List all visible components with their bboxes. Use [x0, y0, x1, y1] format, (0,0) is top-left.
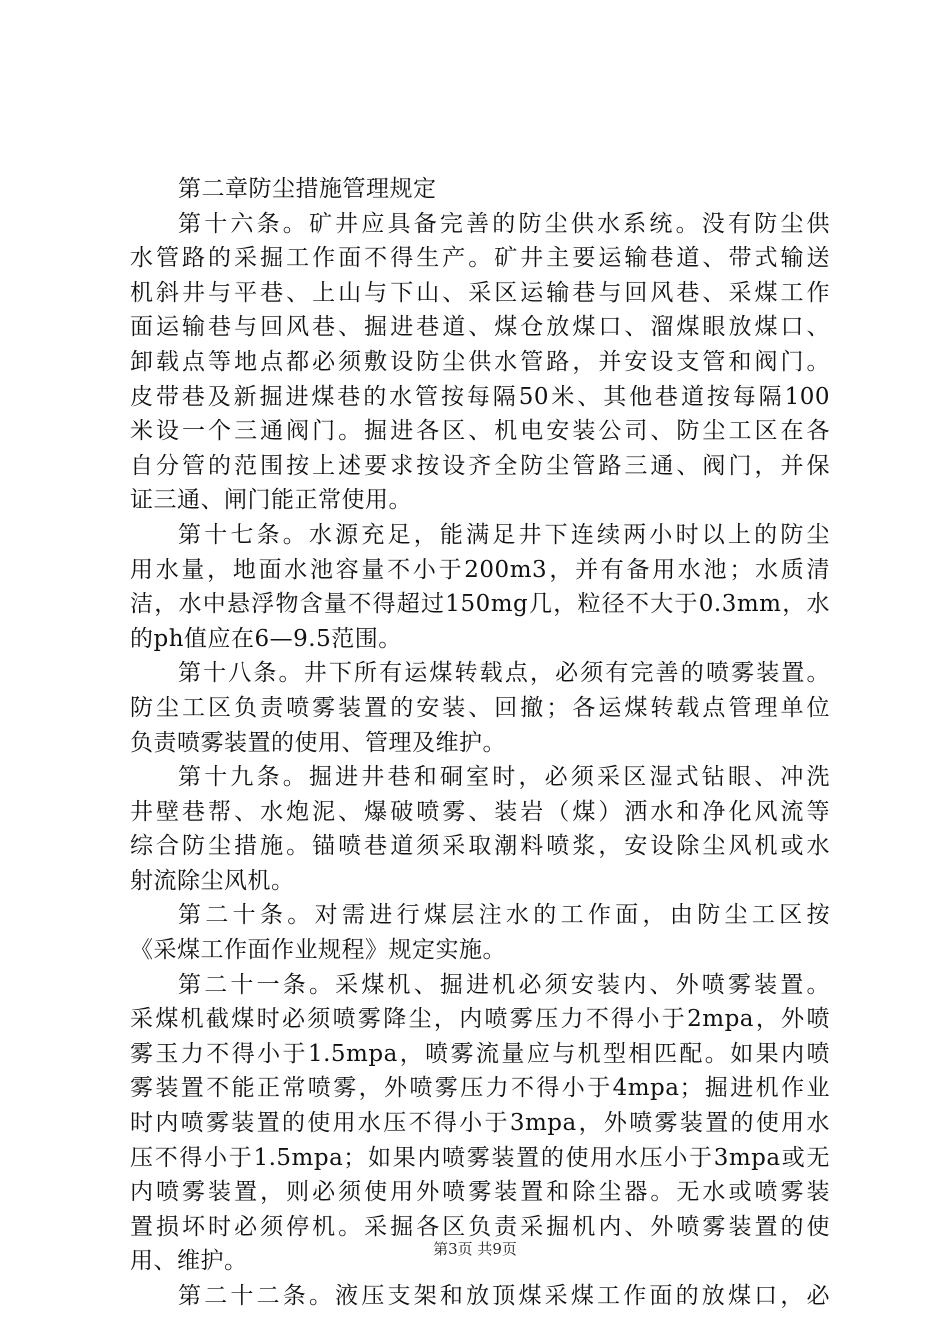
text-line: 自分管的范围按上述要求按设齐全防尘管路三通、阀门，并保 — [130, 452, 830, 479]
text-line: 皮带巷及新掘进煤巷的水管按每隔50米、其他巷道按每隔100 — [130, 383, 830, 410]
text-line: 机斜井与平巷、上山与下山、采区运输巷与回风巷、采煤工作 — [130, 279, 830, 306]
text-line: 米设一个三通阀门。掘进各区、机电安装公司、防尘工区在各 — [130, 418, 830, 445]
text-line: 证三通、闸门能正常使用。 — [130, 487, 412, 514]
text-line: 用水量，地面水池容量不小于200m3，并有备用水池；水质清 — [130, 556, 830, 583]
text-line: 采煤机截煤时必须喷雾降尘，内喷雾压力不得小于2mpa，外喷 — [130, 1006, 830, 1033]
text-line: 综合防尘措施。锚喷巷道须采取潮料喷浆，安设除尘风机或水 — [130, 833, 830, 860]
text-line: 第十七条。水源充足，能满足井下连续两小时以上的防尘 — [178, 521, 830, 548]
text-line: 第二章防尘措施管理规定 — [178, 176, 437, 202]
text-line: 雾装置不能正常喷雾，外喷雾压力不得小于4mpa；掘进机作业 — [130, 1075, 830, 1102]
text-line: 的ph值应在6—9.5范围。 — [130, 625, 402, 652]
text-line: 第二十二条。液压支架和放顶煤采煤工作面的放煤口，必 — [178, 1283, 830, 1309]
text-line: 《采煤工作面作业规程》规定实施。 — [130, 937, 506, 964]
text-line: 防尘工区负责喷雾装置的安装、回撤；各运煤转载点管理单位 — [130, 694, 830, 721]
page-footer: 第3页 共9页 — [433, 1240, 517, 1258]
text-line: 时内喷雾装置的使用水压不得小于3mpa，外喷雾装置的使用水 — [130, 1110, 830, 1137]
text-line: 用、维护。 — [130, 1248, 248, 1275]
document-body — [130, 172, 830, 1314]
text-line: 压不得小于1.5mpa；如果内喷雾装置的使用水压小于3mpa或无 — [130, 1144, 830, 1171]
text-line: 雾玉力不得小于1.5mpa，喷雾流量应与机型相匹配。如果内喷 — [130, 1040, 830, 1067]
text-line: 第二十一条。采煤机、掘进机必须安装内、外喷雾装置。 — [178, 971, 830, 998]
text-line: 第十八条。井下所有运煤转载点，必须有完善的喷雾装置。 — [178, 660, 830, 687]
text-line: 第二十条。对需进行煤层注水的工作面，由防尘工区按 — [178, 902, 830, 929]
text-line: 卸载点等地点都必须敷设防尘供水管路，并安设支管和阀门。 — [130, 348, 830, 375]
text-line: 洁，水中悬浮物含量不得超过150mg几，粒径不大于0.3mm，水 — [130, 591, 830, 618]
text-line: 井壁巷帮、水炮泥、爆破喷雾、装岩（煤）洒水和净化风流等 — [130, 798, 830, 825]
text-line: 内喷雾装置，则必须使用外喷雾装置和除尘器。无水或喷雾装 — [130, 1179, 830, 1206]
text-line: 负责喷雾装置的使用、管理及维护。 — [130, 729, 506, 756]
text-line: 第十六条。矿井应具备完善的防尘供水系统。没有防尘供 — [178, 210, 830, 237]
text-line: 第十九条。掘进井巷和硐室时，必须采区湿式钻眼、冲洗 — [178, 764, 830, 791]
text-line: 置损坏时必须停机。采掘各区负责采掘机内、外喷雾装置的使 — [130, 1213, 830, 1240]
text-line: 面运输巷与回风巷、掘进巷道、煤仓放煤口、溜煤眼放煤口、 — [130, 314, 830, 341]
text-line: 水管路的采掘工作面不得生产。矿井主要运输巷道、带式输送 — [130, 245, 830, 272]
text-line: 射流除尘风机。 — [130, 867, 295, 894]
